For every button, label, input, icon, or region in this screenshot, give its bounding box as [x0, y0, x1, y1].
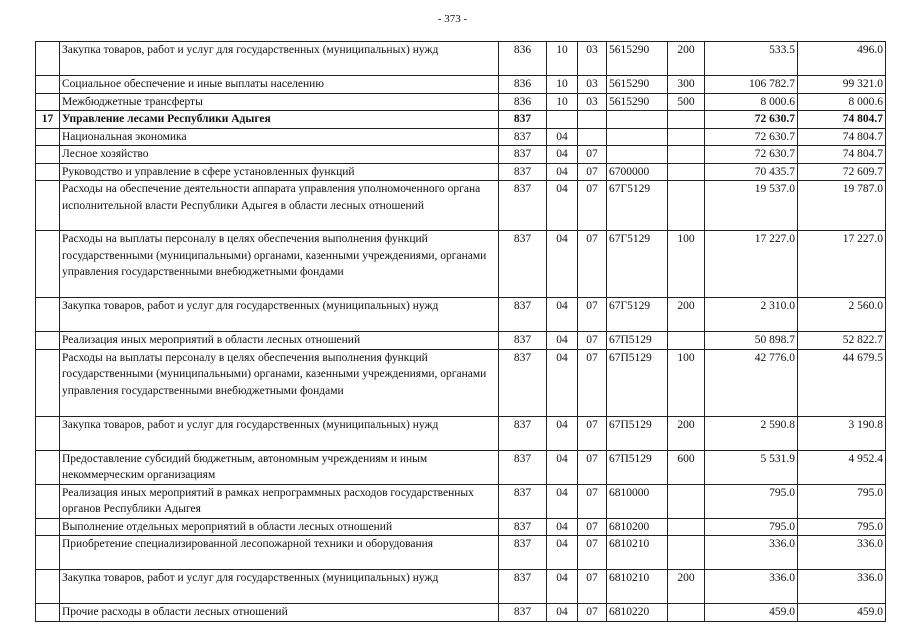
- subsection-code-cell: 07: [578, 332, 607, 350]
- section-code-cell: [547, 111, 578, 129]
- amount-year1-cell: 459.0: [705, 604, 798, 622]
- subsection-code-cell: 07: [578, 604, 607, 622]
- target-article-cell: 67П5129: [607, 332, 668, 350]
- target-article-cell: 6810210: [607, 570, 668, 604]
- amount-year2-cell: 459.0: [798, 604, 886, 622]
- row-number-cell: [36, 349, 60, 416]
- section-code-cell: 04: [547, 416, 578, 450]
- row-number-cell: [36, 128, 60, 146]
- table-body: [36, 42, 886, 622]
- item-name-cell: Выполнение отдельных мероприятий в области лесных отношений: [60, 518, 499, 536]
- subsection-code-cell: 07: [578, 298, 607, 332]
- ministry-code-cell: 836: [499, 76, 547, 94]
- table-row: [36, 163, 886, 181]
- target-article-cell: 6810200: [607, 518, 668, 536]
- amount-year1-cell: 795.0: [705, 484, 798, 518]
- section-code-cell: 04: [547, 349, 578, 416]
- section-code-cell: 04: [547, 536, 578, 570]
- section-code-cell: 04: [547, 181, 578, 231]
- row-number-cell: [36, 570, 60, 604]
- item-name-cell: Расходы на выплаты персоналу в целях обеспечения выполнения функций государственными (муниципальными) органами, казенными учреждениями, органами управления государственными внебюджетными фондами: [60, 231, 499, 298]
- table-row: [36, 128, 886, 146]
- section-code-cell: 10: [547, 93, 578, 111]
- amount-year2-cell: 795.0: [798, 518, 886, 536]
- amount-year2-cell: 74 804.7: [798, 111, 886, 129]
- section-code-cell: 04: [547, 163, 578, 181]
- amount-year1-cell: 336.0: [705, 536, 798, 570]
- row-number-cell: [36, 332, 60, 350]
- amount-year2-cell: 99 321.0: [798, 76, 886, 94]
- amount-year1-cell: 2 310.0: [705, 298, 798, 332]
- table-row: [36, 298, 886, 332]
- amount-year1-cell: 50 898.7: [705, 332, 798, 350]
- table-row: [36, 349, 886, 416]
- expense-type-cell: [668, 332, 705, 350]
- row-number-cell: [36, 604, 60, 622]
- ministry-code-cell: 837: [499, 416, 547, 450]
- target-article-cell: 67Г5129: [607, 181, 668, 231]
- section-code-cell: 04: [547, 570, 578, 604]
- subsection-code-cell: 07: [578, 146, 607, 164]
- page-number: - 373 -: [437, 13, 468, 25]
- section-code-cell: 04: [547, 146, 578, 164]
- amount-year2-cell: 336.0: [798, 570, 886, 604]
- amount-year2-cell: 74 804.7: [798, 128, 886, 146]
- item-name-cell: Руководство и управление в сфере установленных функций: [60, 163, 499, 181]
- target-article-cell: 67П5129: [607, 349, 668, 416]
- amount-year2-cell: 496.0: [798, 42, 886, 76]
- item-name-cell: Межбюджетные трансферты: [60, 93, 499, 111]
- expense-type-cell: 200: [668, 42, 705, 76]
- section-code-cell: 04: [547, 484, 578, 518]
- item-name-cell: Предоставление субсидий бюджетным, автономным учреждениям и иным некоммерческим организациям: [60, 450, 499, 484]
- target-article-cell: 67Г5129: [607, 298, 668, 332]
- table-row: [36, 450, 886, 484]
- table-row: [36, 111, 886, 129]
- amount-year1-cell: 42 776.0: [705, 349, 798, 416]
- row-number-cell: [36, 416, 60, 450]
- ministry-code-cell: 837: [499, 570, 547, 604]
- amount-year1-cell: 72 630.7: [705, 146, 798, 164]
- ministry-code-cell: 837: [499, 298, 547, 332]
- row-number-cell: [36, 181, 60, 231]
- ministry-code-cell: 837: [499, 181, 547, 231]
- subsection-code-cell: 07: [578, 231, 607, 298]
- subsection-code-cell: 03: [578, 93, 607, 111]
- section-code-cell: 10: [547, 42, 578, 76]
- expense-type-cell: 200: [668, 416, 705, 450]
- table-row: [36, 484, 886, 518]
- subsection-code-cell: 07: [578, 181, 607, 231]
- target-article-cell: [607, 128, 668, 146]
- target-article-cell: 6700000: [607, 163, 668, 181]
- expense-type-cell: [668, 163, 705, 181]
- amount-year1-cell: 533.5: [705, 42, 798, 76]
- target-article-cell: [607, 146, 668, 164]
- table-row: [36, 570, 886, 604]
- expense-type-cell: 600: [668, 450, 705, 484]
- ministry-code-cell: 837: [499, 332, 547, 350]
- expense-type-cell: [668, 536, 705, 570]
- item-name-cell: Лесное хозяйство: [60, 146, 499, 164]
- ministry-code-cell: 837: [499, 604, 547, 622]
- section-code-cell: 04: [547, 604, 578, 622]
- subsection-code-cell: [578, 128, 607, 146]
- expense-type-cell: [668, 484, 705, 518]
- amount-year2-cell: 3 190.8: [798, 416, 886, 450]
- ministry-code-cell: 836: [499, 93, 547, 111]
- target-article-cell: [607, 111, 668, 129]
- subsection-code-cell: 07: [578, 416, 607, 450]
- amount-year2-cell: 19 787.0: [798, 181, 886, 231]
- section-code-cell: 04: [547, 231, 578, 298]
- row-number-cell: [36, 298, 60, 332]
- amount-year2-cell: 44 679.5: [798, 349, 886, 416]
- subsection-code-cell: 07: [578, 536, 607, 570]
- expense-type-cell: 200: [668, 298, 705, 332]
- table-row: [36, 416, 886, 450]
- expense-type-cell: [668, 128, 705, 146]
- amount-year1-cell: 72 630.7: [705, 111, 798, 129]
- section-code-cell: 04: [547, 332, 578, 350]
- target-article-cell: 5615290: [607, 42, 668, 76]
- table-row: [36, 93, 886, 111]
- amount-year2-cell: 336.0: [798, 536, 886, 570]
- item-name-cell: Расходы на обеспечение деятельности аппарата управления уполномоченного органа исполнительной власти Республики Адыгея в области лесных отношений: [60, 181, 499, 231]
- item-name-cell: Расходы на выплаты персоналу в целях обеспечения выполнения функций государственными (муниципальными) органами, казенными учреждениями, органами управления государственными внебюджетными фондами: [60, 349, 499, 416]
- target-article-cell: 67П5129: [607, 450, 668, 484]
- expense-type-cell: [668, 111, 705, 129]
- ministry-code-cell: 837: [499, 349, 547, 416]
- row-number-cell: [36, 231, 60, 298]
- target-article-cell: 67П5129: [607, 416, 668, 450]
- amount-year2-cell: 4 952.4: [798, 450, 886, 484]
- expense-type-cell: 200: [668, 570, 705, 604]
- amount-year1-cell: 336.0: [705, 570, 798, 604]
- row-number-cell: [36, 450, 60, 484]
- item-name-cell: Закупка товаров, работ и услуг для государственных (муниципальных) нужд: [60, 298, 499, 332]
- ministry-code-cell: 837: [499, 450, 547, 484]
- subsection-code-cell: 07: [578, 570, 607, 604]
- amount-year2-cell: 52 822.7: [798, 332, 886, 350]
- budget-table: [35, 41, 886, 622]
- target-article-cell: 5615290: [607, 76, 668, 94]
- expense-type-cell: [668, 518, 705, 536]
- item-name-cell: Национальная экономика: [60, 128, 499, 146]
- table-row: [36, 518, 886, 536]
- amount-year1-cell: 5 531.9: [705, 450, 798, 484]
- expense-type-cell: 500: [668, 93, 705, 111]
- subsection-code-cell: [578, 111, 607, 129]
- table-row: [36, 604, 886, 622]
- table-row: [36, 146, 886, 164]
- amount-year2-cell: 795.0: [798, 484, 886, 518]
- ministry-code-cell: 837: [499, 128, 547, 146]
- target-article-cell: 67Г5129: [607, 231, 668, 298]
- item-name-cell: Реализация иных мероприятий в области лесных отношений: [60, 332, 499, 350]
- target-article-cell: 5615290: [607, 93, 668, 111]
- row-number-cell: [36, 163, 60, 181]
- row-number-cell: [36, 76, 60, 94]
- expense-type-cell: 300: [668, 76, 705, 94]
- expense-type-cell: [668, 181, 705, 231]
- row-number-cell: [36, 42, 60, 76]
- amount-year1-cell: 19 537.0: [705, 181, 798, 231]
- subsection-code-cell: 07: [578, 518, 607, 536]
- section-code-cell: 04: [547, 128, 578, 146]
- expense-type-cell: 100: [668, 349, 705, 416]
- ministry-code-cell: 837: [499, 163, 547, 181]
- expense-type-cell: [668, 604, 705, 622]
- expense-type-cell: [668, 146, 705, 164]
- section-code-cell: 04: [547, 450, 578, 484]
- table-row: [36, 42, 886, 76]
- item-name-cell: Управление лесами Республики Адыгея: [60, 111, 499, 129]
- ministry-code-cell: 837: [499, 231, 547, 298]
- section-code-cell: 04: [547, 518, 578, 536]
- item-name-cell: Закупка товаров, работ и услуг для государственных (муниципальных) нужд: [60, 570, 499, 604]
- section-code-cell: 10: [547, 76, 578, 94]
- row-number-cell: [36, 518, 60, 536]
- table-row: [36, 181, 886, 231]
- amount-year2-cell: 72 609.7: [798, 163, 886, 181]
- ministry-code-cell: 837: [499, 518, 547, 536]
- table-row: [36, 332, 886, 350]
- amount-year1-cell: 8 000.6: [705, 93, 798, 111]
- ministry-code-cell: 837: [499, 146, 547, 164]
- subsection-code-cell: 03: [578, 76, 607, 94]
- amount-year2-cell: 2 560.0: [798, 298, 886, 332]
- target-article-cell: 6810220: [607, 604, 668, 622]
- row-number-cell: [36, 93, 60, 111]
- ministry-code-cell: 837: [499, 111, 547, 129]
- subsection-code-cell: 03: [578, 42, 607, 76]
- amount-year1-cell: 2 590.8: [705, 416, 798, 450]
- item-name-cell: Прочие расходы в области лесных отношений: [60, 604, 499, 622]
- ministry-code-cell: 837: [499, 536, 547, 570]
- amount-year2-cell: 74 804.7: [798, 146, 886, 164]
- subsection-code-cell: 07: [578, 450, 607, 484]
- subsection-code-cell: 07: [578, 163, 607, 181]
- ministry-code-cell: 836: [499, 42, 547, 76]
- table-row: [36, 536, 886, 570]
- subsection-code-cell: 07: [578, 484, 607, 518]
- row-number-cell: [36, 484, 60, 518]
- row-number-cell: [36, 536, 60, 570]
- amount-year1-cell: 72 630.7: [705, 128, 798, 146]
- target-article-cell: 6810210: [607, 536, 668, 570]
- item-name-cell: Реализация иных мероприятий в рамках непрограммных расходов государственных органов Республики Адыгея: [60, 484, 499, 518]
- target-article-cell: 6810000: [607, 484, 668, 518]
- amount-year2-cell: 8 000.6: [798, 93, 886, 111]
- table-row: [36, 231, 886, 298]
- amount-year2-cell: 17 227.0: [798, 231, 886, 298]
- table-row: [36, 76, 886, 94]
- amount-year1-cell: 106 782.7: [705, 76, 798, 94]
- expense-type-cell: 100: [668, 231, 705, 298]
- row-number-cell: 17: [36, 111, 60, 129]
- section-code-cell: 04: [547, 298, 578, 332]
- subsection-code-cell: 07: [578, 349, 607, 416]
- ministry-code-cell: 837: [499, 484, 547, 518]
- item-name-cell: Приобретение специализированной лесопожарной техники и оборудования: [60, 536, 499, 570]
- amount-year1-cell: 70 435.7: [705, 163, 798, 181]
- item-name-cell: Закупка товаров, работ и услуг для государственных (муниципальных) нужд: [60, 42, 499, 76]
- item-name-cell: Социальное обеспечение и иные выплаты населению: [60, 76, 499, 94]
- amount-year1-cell: 795.0: [705, 518, 798, 536]
- item-name-cell: Закупка товаров, работ и услуг для государственных (муниципальных) нужд: [60, 416, 499, 450]
- row-number-cell: [36, 146, 60, 164]
- amount-year1-cell: 17 227.0: [705, 231, 798, 298]
